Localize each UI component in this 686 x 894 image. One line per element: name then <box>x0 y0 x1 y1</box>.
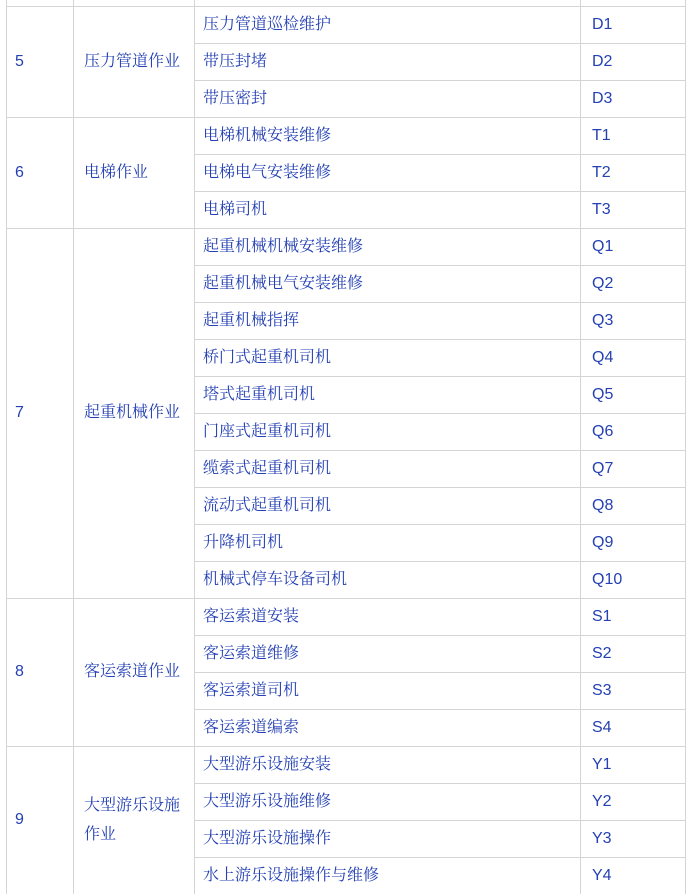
code-cell: Q2 <box>581 266 686 303</box>
seq-cell: 7 <box>7 229 74 599</box>
table-body <box>7 0 686 894</box>
seq-cell: 6 <box>7 118 74 229</box>
code-cell: S3 <box>581 673 686 710</box>
code-cell: Q5 <box>581 377 686 414</box>
item-cell: 水上游乐设施操作与维修 <box>195 858 581 894</box>
item-cell: 桥门式起重机司机 <box>195 340 581 377</box>
item-cell: 压力管道巡检维护 <box>195 7 581 44</box>
item-cell: 升降机司机 <box>195 525 581 562</box>
code-cell: Q4 <box>581 340 686 377</box>
code-cell: Q1 <box>581 229 686 266</box>
table-row <box>7 118 686 155</box>
category-cell: 起重机械作业 <box>74 229 195 599</box>
code-cell: Q3 <box>581 303 686 340</box>
category-cell: 客运索道作业 <box>74 599 195 747</box>
table-row <box>7 229 686 266</box>
table-container <box>6 0 681 894</box>
certification-table <box>6 0 686 894</box>
code-cell: Q9 <box>581 525 686 562</box>
code-cell: Q10 <box>581 562 686 599</box>
seq-cell: 8 <box>7 599 74 747</box>
item-cell: 流动式起重机司机 <box>195 488 581 525</box>
code-cell: S2 <box>581 636 686 673</box>
seq-cell: 9 <box>7 747 74 894</box>
item-cell: 塔式起重机司机 <box>195 377 581 414</box>
item-cell: 缆索式起重机司机 <box>195 451 581 488</box>
item-cell: 大型游乐设施维修 <box>195 784 581 821</box>
item-cell: 客运索道编索 <box>195 710 581 747</box>
item-cell: 大型游乐设施操作 <box>195 821 581 858</box>
code-cell: Q6 <box>581 414 686 451</box>
code-cell: Y2 <box>581 784 686 821</box>
code-cell: D2 <box>581 44 686 81</box>
item-cell: 起重机械机械安装维修 <box>195 229 581 266</box>
code-cell: T2 <box>581 155 686 192</box>
code-cell: Q8 <box>581 488 686 525</box>
table-row <box>7 7 686 44</box>
table-row <box>7 599 686 636</box>
code-cell: D1 <box>581 7 686 44</box>
code-cell: T3 <box>581 192 686 229</box>
table-row <box>7 747 686 784</box>
code-cell: Q7 <box>581 451 686 488</box>
code-cell: T1 <box>581 118 686 155</box>
seq-cell: 5 <box>7 7 74 118</box>
item-cell: 带压密封 <box>195 81 581 118</box>
item-cell: 机械式停车设备司机 <box>195 562 581 599</box>
code-cell: S1 <box>581 599 686 636</box>
item-cell: 电梯电气安装维修 <box>195 155 581 192</box>
item-cell: 客运索道司机 <box>195 673 581 710</box>
category-cell: 电梯作业 <box>74 118 195 229</box>
item-cell: 门座式起重机司机 <box>195 414 581 451</box>
item-cell: 起重机械电气安装维修 <box>195 266 581 303</box>
item-cell: 带压封堵 <box>195 44 581 81</box>
code-cell: D3 <box>581 81 686 118</box>
item-cell: 起重机械指挥 <box>195 303 581 340</box>
item-cell: 客运索道安装 <box>195 599 581 636</box>
item-cell: 电梯司机 <box>195 192 581 229</box>
code-cell: Y1 <box>581 747 686 784</box>
category-cell: 压力管道作业 <box>74 7 195 118</box>
item-cell: 客运索道维修 <box>195 636 581 673</box>
category-cell: 大型游乐设施作业 <box>74 747 195 894</box>
code-cell: S4 <box>581 710 686 747</box>
item-cell: 电梯机械安装维修 <box>195 118 581 155</box>
code-cell: Y4 <box>581 858 686 894</box>
item-cell: 大型游乐设施安装 <box>195 747 581 784</box>
code-cell: Y3 <box>581 821 686 858</box>
